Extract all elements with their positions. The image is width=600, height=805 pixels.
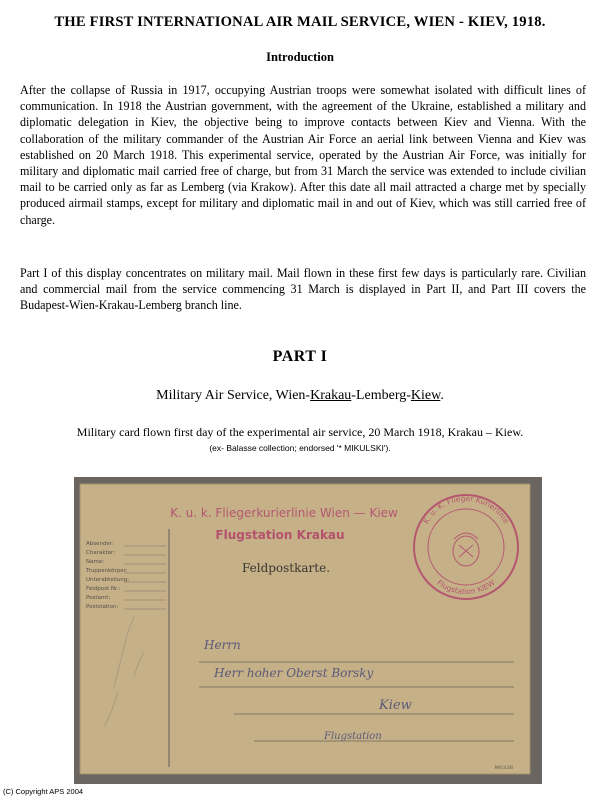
cachet-line-1: K. u. k. Fliegerkurierlinie Wien — Kiew [170,506,398,520]
cachet-line-2: Flugstation Krakau [215,528,345,542]
sender-label: Poststation: [86,604,119,610]
sender-label: Truppenkörper: [86,568,128,574]
introduction-paragraph: After the collapse of Russia in 1917, occupying Austrian troops were somewhat isolated with difficult lines of communication. In 1918 the Austrian government, with the agreement of the Ukraine, established a military and diplomatic delegation in Kiev, the objective being to improve contacts between Kiev and Vienna. With the collaboration of the military commander of the Austrian Air Force an aerial link between Vienna and Kiev was established on 20 March 1918. This experimental service, operated by the Austrian Air Force, was initially for military and diplomatic mail carried free of charge, but from 31 March the service was extended to include civilian mail to be carried only as far as Lemberg (via Krakow). After this date all mail attracted a charge met by specially produced airmail stamps, except for military and diplomatic mail in and out of Kiev, which was still carried free of charge. [20,83,586,227]
address-line-1: Herrn [204,638,241,652]
route-prefix: Military Air Service, Wien- [156,388,311,403]
sender-label: Name: [86,559,105,565]
form-title: Feldpostkarte. [241,561,331,575]
card-subcaption: (ex- Balasse collection; endorsed '* MIKULSKI'). [209,443,391,453]
card-caption: Military card flown first day of the experimental air service, 20 March 1918, Krakau – Kiew. [76,425,524,439]
sender-label: Charakter: [86,550,116,556]
route-krakau: Krakau [310,388,352,403]
sender-label: Unterabteilung: [86,577,130,583]
postcard-image [74,477,542,784]
address-line-3: Kiew [379,698,412,713]
route-heading [0,388,600,404]
display-overview-paragraph: Part I of this display concentrates on military mail. Mail flown in these first few days is particularly rare. Civilian and commercial mail from the service commencing 31 March is displayed in Part II, and Part III covers the Budapest-Wien-Krakau-Lemberg branch line. [20,266,586,313]
copyright-notice: (C) Copyright APS 2004 [3,787,84,796]
address-line-4: Flugstation [324,731,382,742]
sender-label: Postamt: [86,595,111,601]
part-heading: PART I [272,348,328,365]
address-line-2: Herr hoher Oberst Borsky [214,666,374,680]
introduction-heading: Introduction [266,50,334,64]
page-title: THE FIRST INTERNATIONAL AIR MAIL SERVICE, WIEN - KIEV, 1918. [54,14,546,30]
sender-label: Absender: [86,541,114,547]
route-middle: -Lemberg- [351,388,411,403]
sender-label: Feldpost Nr.: [86,586,121,592]
round-stamp-top-text: K. u. K. Flieger Kurierlinie [421,493,511,526]
round-stamp-bottom-text: Flugstation KIEW [435,577,497,597]
printer-mark: MIKULSKI [494,765,514,770]
route-kiew: Kiew [410,388,441,403]
postcard-drawing [74,477,542,784]
route-suffix: . [440,388,444,403]
